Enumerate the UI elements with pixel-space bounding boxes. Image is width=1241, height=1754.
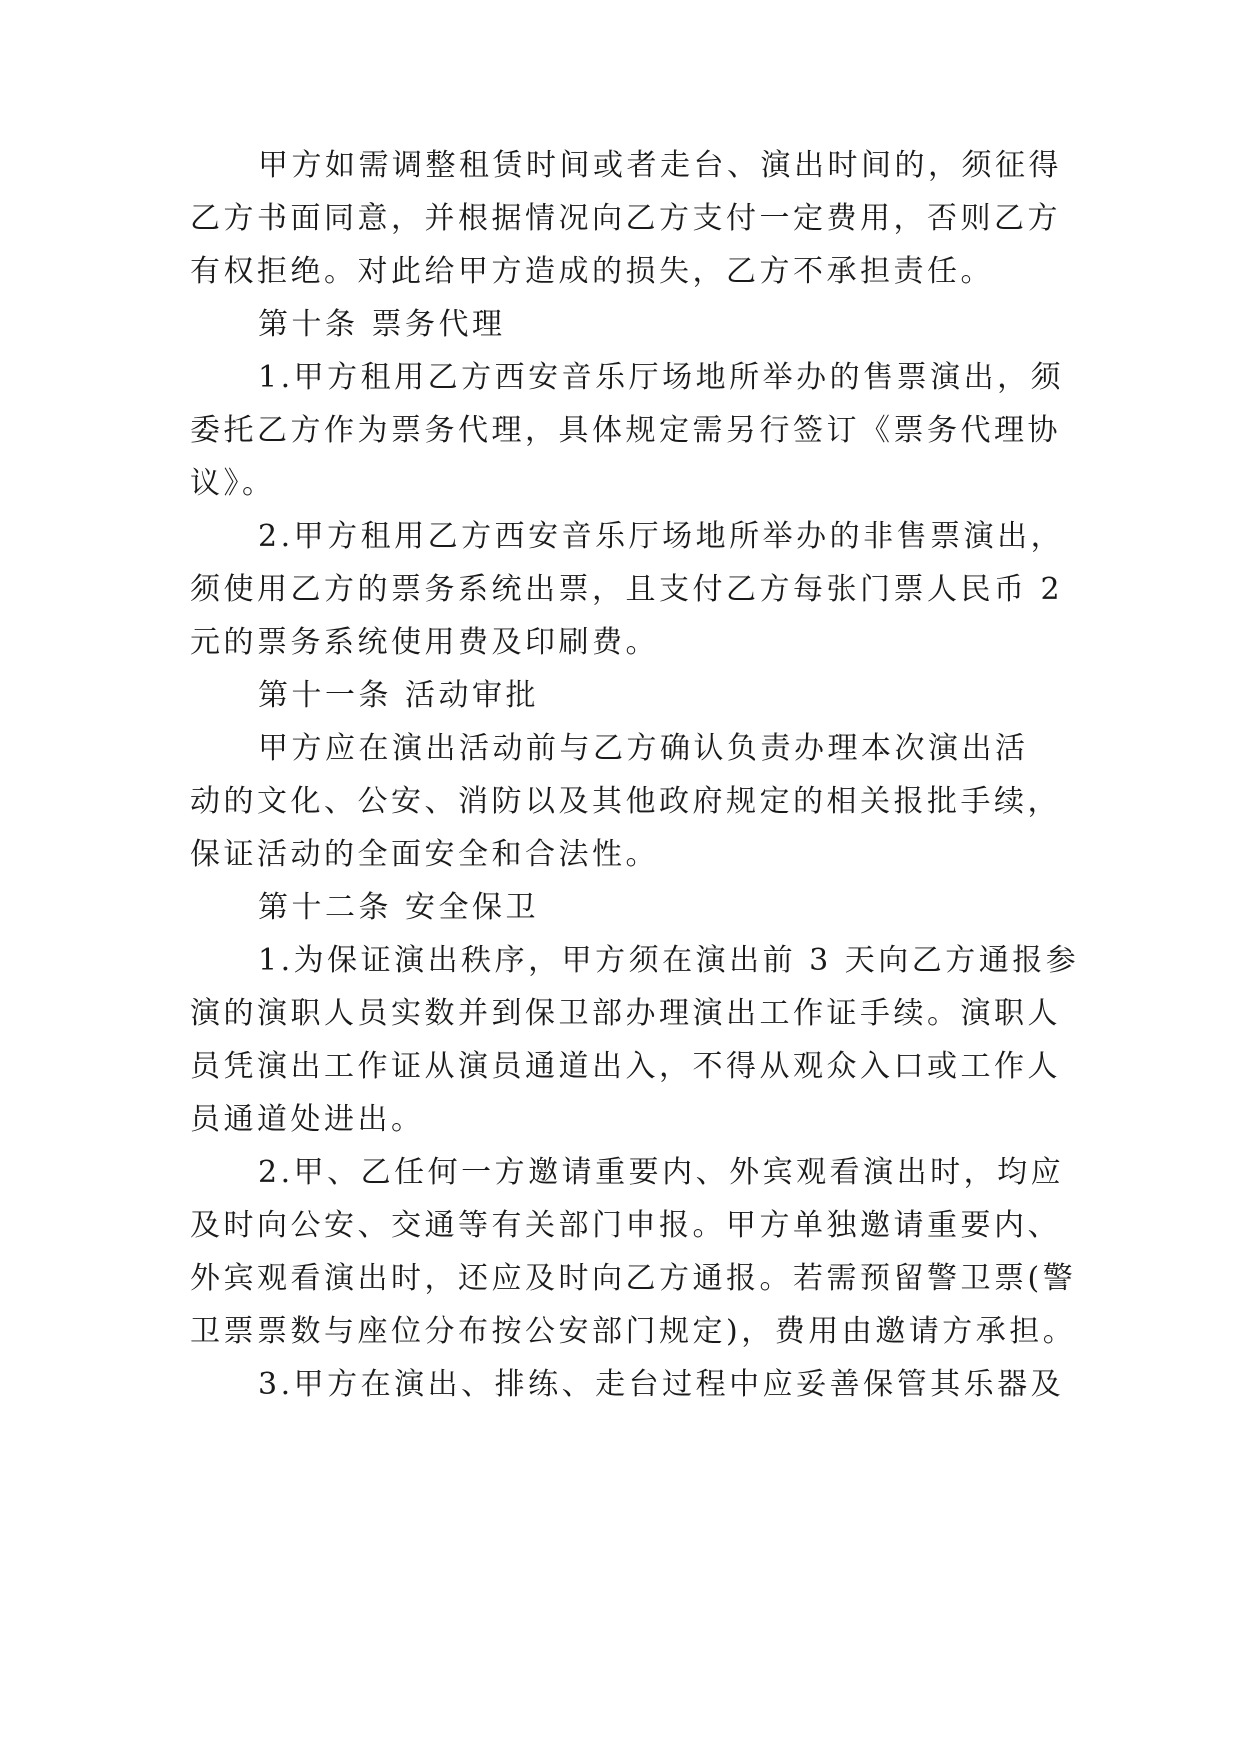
paragraph-line: 员通道处进出。: [190, 1102, 425, 1137]
paragraph-line: 委托乙方作为票务代理，具体规定需另行签订《票务代理协: [190, 413, 1061, 448]
paragraph-line: 乙方书面同意，并根据情况向乙方支付一定费用，否则乙方: [190, 201, 1061, 236]
paragraph-line: 2.甲、乙任何一方邀请重要内、外宾观看演出时，均应: [258, 1155, 1065, 1190]
paragraph-line: 元的票务系统使用费及印刷费。: [190, 625, 659, 660]
paragraph-line: 外宾观看演出时，还应及时向乙方通报。若需预留警卫票(警: [190, 1261, 1077, 1296]
paragraph-line: 议》。: [190, 466, 276, 501]
paragraph-line: 2.甲方租用乙方西安音乐厅场地所举办的非售票演出，: [258, 519, 1065, 554]
paragraph-line: 甲方如需调整租赁时间或者走台、演出时间的，须征得: [258, 148, 1062, 183]
article-heading: 第十二条 安全保卫: [258, 890, 540, 925]
paragraph-line: 卫票票数与座位分布按公安部门规定)，费用由邀请方承担。: [190, 1314, 1077, 1349]
paragraph-line: 及时向公安、交通等有关部门申报。甲方单独邀请重要内、: [190, 1208, 1061, 1243]
paragraph-line: 1.为保证演出秩序，甲方须在演出前 3 天向乙方通报参: [258, 943, 1080, 978]
paragraph-line: 员凭演出工作证从演员通道出入，不得从观众入口或工作人: [190, 1049, 1061, 1084]
paragraph-line: 须使用乙方的票务系统出票，且支付乙方每张门票人民币 2: [190, 572, 1064, 607]
article-heading: 第十条 票务代理: [258, 307, 506, 342]
paragraph-line: 动的文化、公安、消防以及其他政府规定的相关报批手续，: [190, 784, 1061, 819]
article-heading: 第十一条 活动审批: [258, 678, 540, 713]
paragraph-line: 1.甲方租用乙方西安音乐厅场地所举办的售票演出，须: [258, 360, 1065, 395]
paragraph-line: 保证活动的全面安全和合法性。: [190, 837, 659, 872]
paragraph-line: 甲方应在演出活动前与乙方确认负责办理本次演出活: [258, 731, 1029, 766]
paragraph-line: 演的演职人员实数并到保卫部办理演出工作证手续。演职人: [190, 996, 1061, 1031]
paragraph-line: 3.甲方在演出、排练、走台过程中应妥善保管其乐器及: [258, 1367, 1065, 1402]
paragraph-line: 有权拒绝。对此给甲方造成的损失，乙方不承担责任。: [190, 254, 994, 289]
